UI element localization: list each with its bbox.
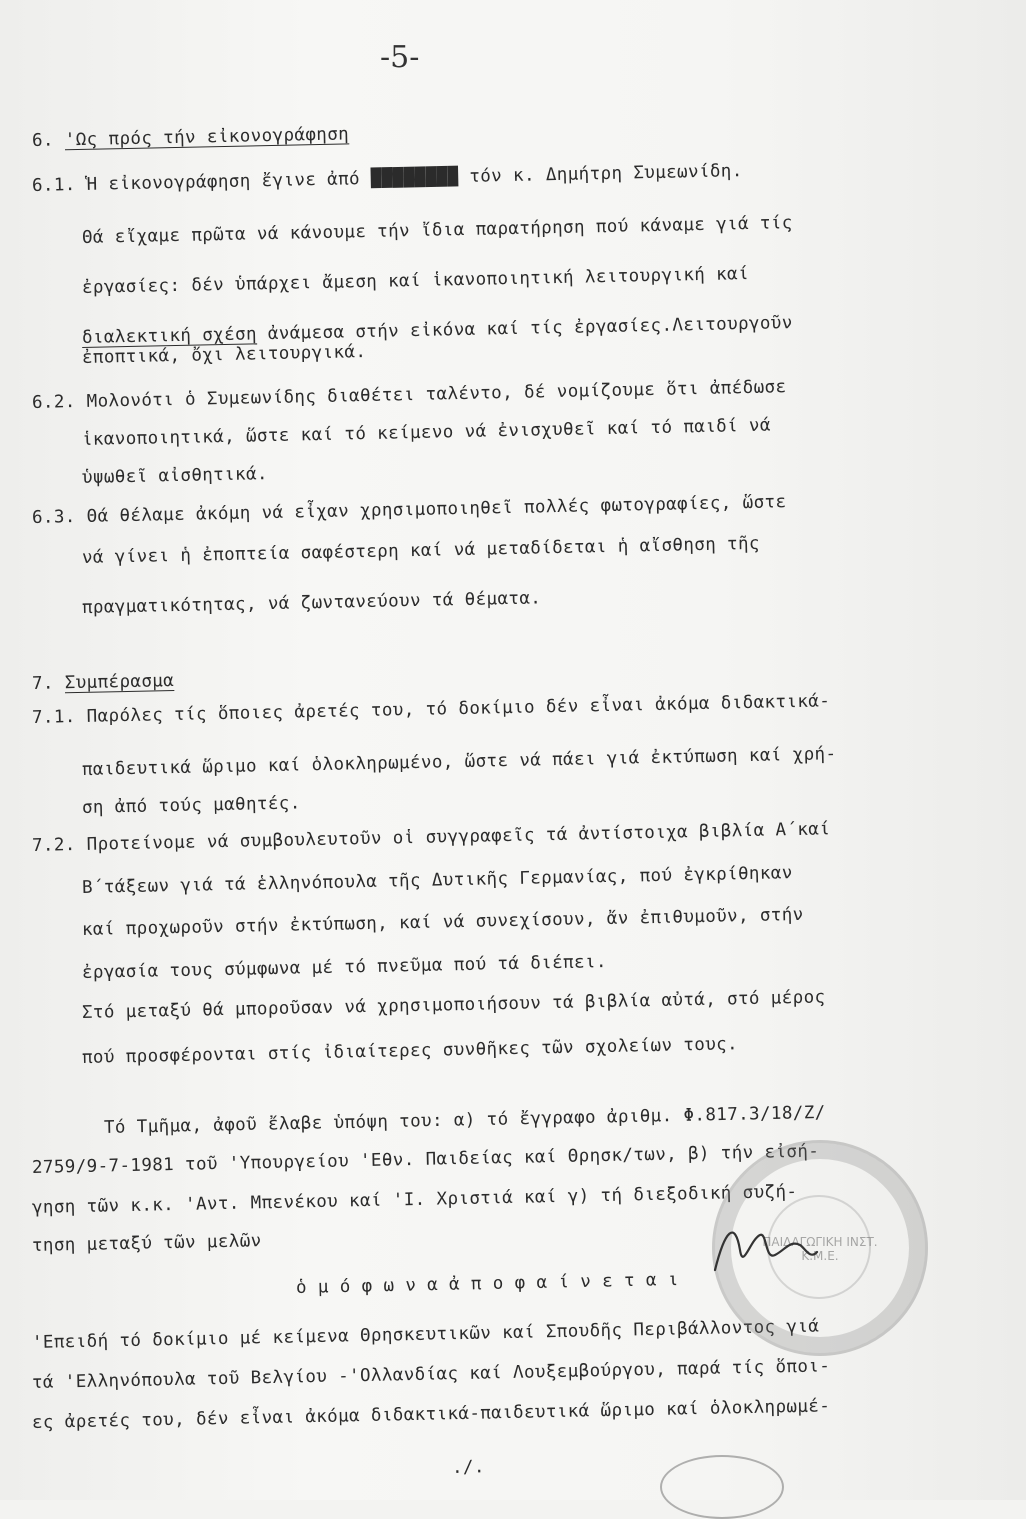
text-line: [32, 124, 350, 151]
text-line: [82, 416, 771, 450]
text-line: [82, 952, 607, 983]
text-line: [32, 161, 743, 196]
text-line: [82, 464, 268, 488]
line-text: Στό μεταξύ θά μποροῦσαν νά χρησιμοποιήσουν τά βιβλία αὐτά, στό μέρος: [81, 987, 826, 1023]
line-text: 6.1. Ἡ εἰκονογράφηση ἔγινε ἀπό ████████ τόν κ. Δημήτρη Συμεωνίδη.: [31, 161, 743, 196]
line-text: Θά εἴχαμε πρῶτα νά κάνουμε τήν ἴδια παρατήρηση πού κάναμε γιά τίς: [81, 213, 793, 248]
line-text: ἐποπτικά, ὄχι λειτουργικά.: [81, 342, 367, 368]
text-line: [32, 1317, 820, 1353]
line-text: 7.: [31, 673, 66, 694]
line-text: ὑψωθεῖ αἰσθητικά.: [81, 464, 269, 488]
line-text: Τό Τμῆμα, ἀφοῦ ἔλαβε ὑπόψη του: α) τό ἔγγραφο ἀριθμ. Φ.817.3/18/Ζ/: [103, 1102, 826, 1138]
line-text: 2759/9-7-1981 τοῦ 'Υπουργείου 'Εθν. Παιδείας καί Θρησκ/των, β) τήν εἰσή-: [31, 1141, 820, 1178]
line-text: ση ἀπό τούς μαθητές.: [81, 793, 301, 818]
text-line: [32, 1231, 262, 1256]
text-line: [82, 744, 837, 780]
text-line: [82, 534, 760, 568]
line-text: 7.2. Προτείνομε νά συμβουλευτοῦν οἱ συγγραφεῖς τά ἀντίστοιχα βιβλία Α΄καί: [31, 819, 831, 856]
text-line: [82, 264, 749, 298]
line-text: ἀνάμεσα στήν εἰκόνα καί τίς ἐργασίες.Λειτουργοῦν: [256, 313, 793, 345]
bottom-stamp: [660, 1455, 784, 1519]
line-text: 'Επειδή τό δοκίμιο μέ κείμενα Θρησκευτικῶν καί Σπουδῆς Περιβάλλοντος γιά: [31, 1316, 820, 1353]
text-line: [32, 1142, 820, 1178]
underlined-text: 'Ως πρός τήν εἰκονογράφηση: [64, 124, 350, 151]
underlined-text: διαλεκτική σχέση: [81, 324, 258, 348]
text-line: [32, 671, 175, 694]
line-text: καί προχωροῦν στήν ἐκτύπωση, καί νά συνεχίσουν, ἄν ἐπιθυμοῦν, στήν: [81, 904, 804, 940]
text-line: [32, 1182, 798, 1218]
text-line: [82, 1034, 738, 1068]
text-line: [82, 313, 793, 348]
underlined-text: Συμπέρασμα: [64, 671, 175, 694]
line-text: ἐργασίες: δέν ὑπάρχει ἄμεση καί ἱκανοποιητική λειτουργική καί: [81, 264, 750, 298]
line-text: πραγματικότητας, νά ζωντανεύουν τά θέματα.: [81, 588, 542, 618]
text-line: [104, 1103, 826, 1138]
line-text: 6.: [31, 130, 66, 151]
text-line: [82, 905, 804, 940]
seal-text: ΠΑΙΔΑΓΩΓΙΚΗ ΙΝΣΤ. Κ.Μ.Ε.: [762, 1235, 878, 1263]
line-text: ὁ μ ό φ ω ν α ἀ π ο φ α ί ν ε τ α ι: [295, 1269, 679, 1298]
line-text: 6.3. Θά θέλαμε ἀκόμη νά εἶχαν χρησιμοποιηθεῖ πολλές φωτογραφίες, ὥστε: [31, 492, 787, 528]
line-text: νά γίνει ἡ ἐποπτεία σαφέστερη καί νά μεταδίδεται ἡ αἴσθηση τῆς: [81, 533, 761, 568]
text-line: [82, 987, 826, 1023]
line-text: 7.1. Παρόλες τίς ὅποιες ἀρετές του, τό δοκίμιο δέν εἶναι ἀκόμα διδακτικά-: [31, 691, 831, 728]
text-line: [32, 819, 831, 856]
page-number: -5-: [380, 40, 420, 75]
line-text: Β΄τάξεων γιά τά ἑλληνόπουλα τῆς Δυτικῆς Γερμανίας, πού ἐγκρίθηκαν: [81, 863, 793, 898]
line-text: πού προσφέρονται στίς ἰδιαίτερες συνθῆκες τῶν σχολείων τους.: [81, 1034, 739, 1068]
text-line: [32, 1396, 831, 1433]
signature-mark: [705, 1210, 825, 1290]
line-text: παιδευτικά ὥριμο καί ὁλοκληρωμένο, ὥστε νά πάει γιά ἐκτύπωση καί χρή-: [81, 744, 837, 780]
line-text: ες ἀρετές του, δέν εἶναι ἀκόμα διδακτικά-παιδευτικά ὥριμο καί ὁλοκληρωμέ-: [31, 1396, 831, 1433]
text-line: [82, 863, 793, 898]
line-text: 6.2. Μολονότι ὁ Συμεωνίδης διαθέτει ταλέντο, δέ νομίζουμε ὅτι ἀπέδωσε: [31, 377, 787, 413]
text-line: [296, 1270, 679, 1298]
text-line: [32, 1356, 831, 1393]
line-text: τά 'Ελληνόπουλα τοῦ Βελγίου -'Ολλανδίας καί Λουξεμβούργου, παρά τίς ὅποι-: [31, 1356, 831, 1393]
line-text: ./.: [451, 1457, 486, 1478]
line-text: γηση τῶν κ.κ. 'Αντ. Μπενέκου καί 'Ι. Χριστιά καί γ) τή διεξοδική συζή-: [31, 1181, 798, 1218]
text-line: [452, 1457, 485, 1478]
text-line: [32, 691, 831, 728]
text-line: [32, 492, 787, 528]
text-line: [82, 588, 542, 618]
text-line: [32, 377, 787, 413]
text-line: [82, 213, 793, 248]
line-text: ἐργασία τους σύμφωνα μέ τό πνεῦμα πού τά διέπει.: [81, 952, 608, 983]
line-text: ἱκανοποιητικά, ὥστε καί τό κείμενο νά ἐνισχυθεῖ καί τό παιδί νά: [81, 415, 772, 450]
line-text: τηση μεταξύ τῶν μελῶν: [31, 1231, 262, 1256]
text-line: [82, 793, 301, 818]
